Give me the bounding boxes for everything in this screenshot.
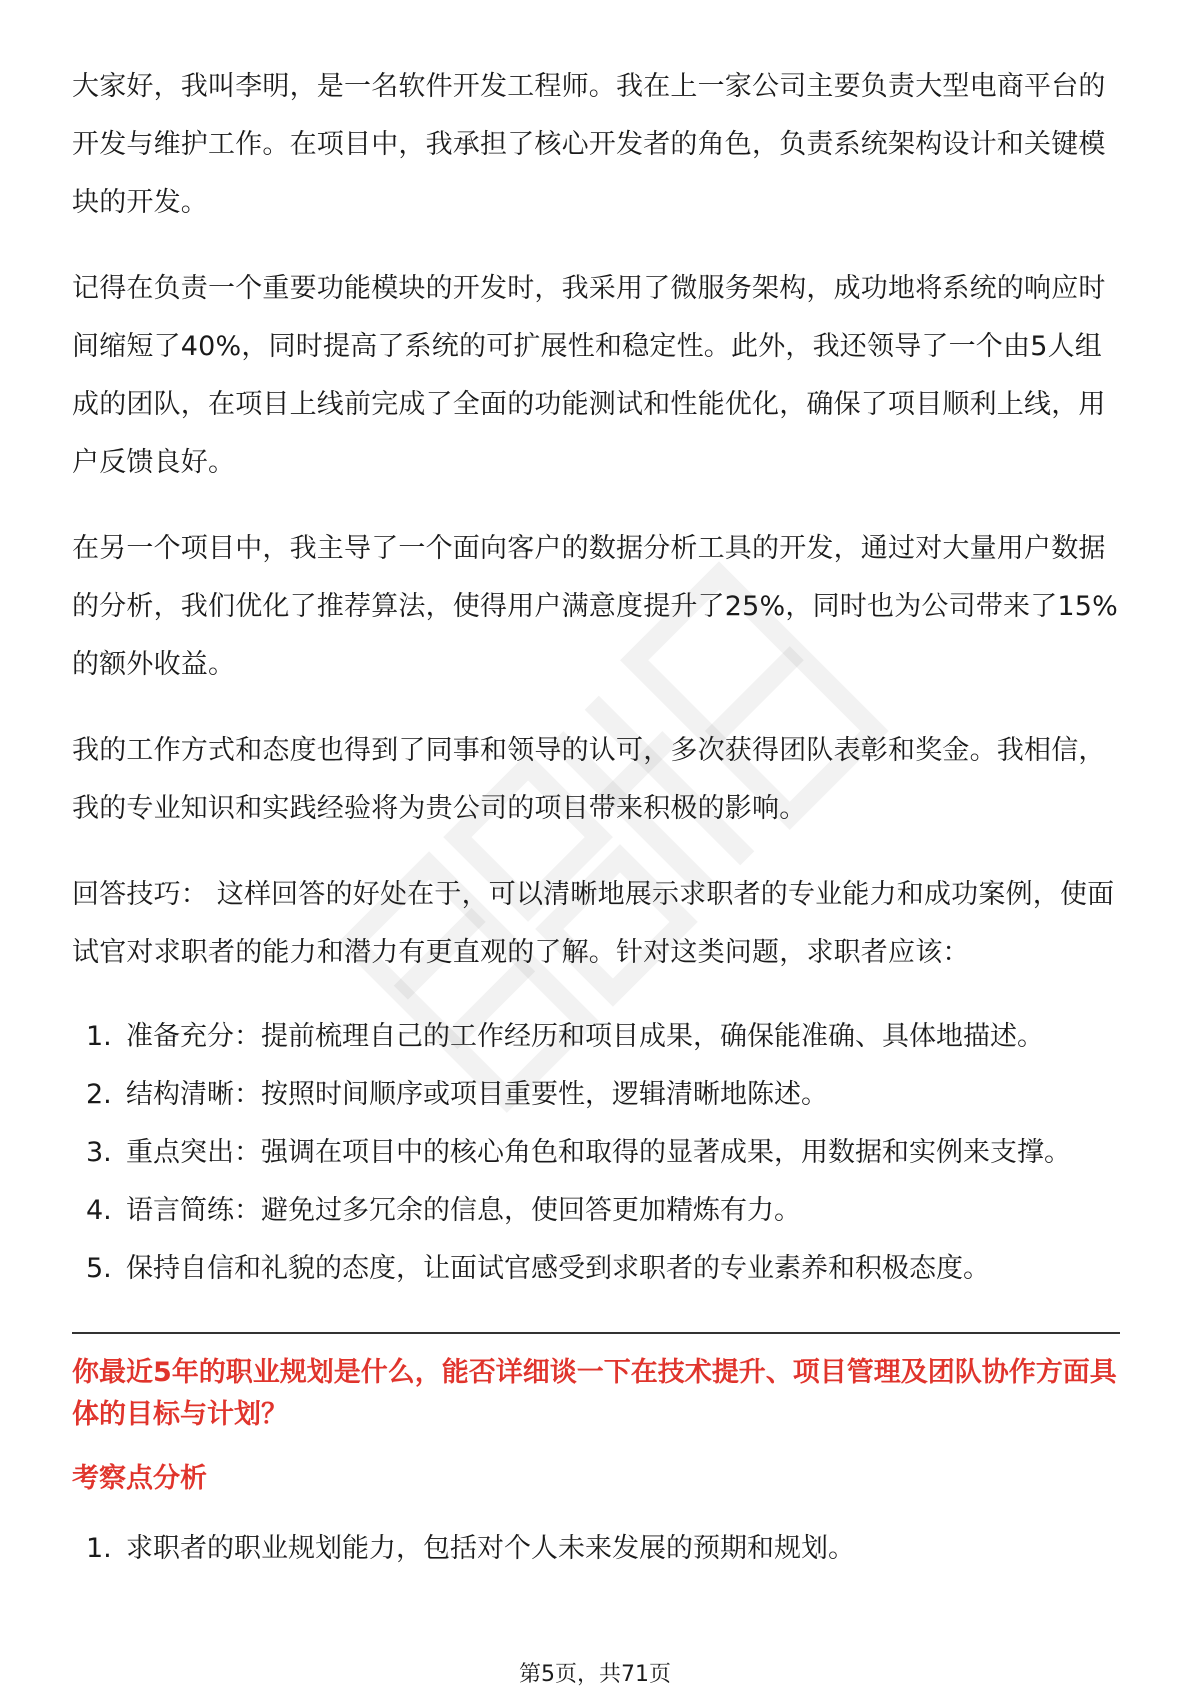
section-divider xyxy=(72,1332,1120,1334)
list-item-number: 5. xyxy=(86,1253,112,1284)
page-content xyxy=(72,58,1120,1578)
list-item xyxy=(72,1520,1120,1578)
answer-paragraph-1: 大家好，我叫李明，是一名软件开发工程师。我在上一家公司主要负责大型电商平台的开发与维护工作。在项目中，我承担了核心开发者的角色，负责系统架构设计和关键模块的开发。 xyxy=(72,71,1106,218)
list-item-text: 结构清晰：按照时间顺序或项目重要性，逻辑清晰地陈述。 xyxy=(126,1079,828,1110)
answer-paragraph-4: 我的工作方式和态度也得到了同事和领导的认可，多次获得团队表彰和奖金。我相信，我的专业知识和实践经验将为贵公司的项目带来积极的影响。 xyxy=(72,735,1106,824)
list-item xyxy=(72,1182,1120,1240)
list-item xyxy=(72,1124,1120,1182)
answer-tips-list xyxy=(72,1008,1120,1298)
list-item xyxy=(72,1240,1120,1298)
list-item xyxy=(72,1066,1120,1124)
list-item-number: 1. xyxy=(86,1021,112,1052)
list-item-number: 2. xyxy=(86,1079,112,1110)
analysis-heading: 考察点分析 xyxy=(72,1463,207,1494)
list-item-number: 3. xyxy=(86,1137,112,1168)
list-item-text: 保持自信和礼貌的态度，让面试官感受到求职者的专业素养和积极态度。 xyxy=(126,1253,990,1284)
list-item xyxy=(72,1008,1120,1066)
answer-tips-intro: 回答技巧： 这样回答的好处在于，可以清晰地展示求职者的专业能力和成功案例，使面试官对求职者的能力和潜力有更直观的了解。针对这类问题，求职者应该： xyxy=(72,879,1115,968)
list-item-text: 求职者的职业规划能力，包括对个人未来发展的预期和规划。 xyxy=(126,1533,855,1564)
list-item-number: 4. xyxy=(86,1195,112,1226)
list-item-text: 准备充分：提前梳理自己的工作经历和项目成果，确保能准确、具体地描述。 xyxy=(126,1021,1044,1052)
analysis-list xyxy=(72,1520,1120,1578)
answer-paragraph-3: 在另一个项目中，我主导了一个面向客户的数据分析工具的开发，通过对大量用户数据的分析，我们优化了推荐算法，使得用户满意度提升了25%，同时也为公司带来了15%的额外收益。 xyxy=(72,533,1119,680)
list-item-text: 重点突出：强调在项目中的核心角色和取得的显著成果，用数据和实例来支撑。 xyxy=(126,1137,1071,1168)
page-number-footer: 第5页，共71页 xyxy=(519,1662,671,1687)
answer-paragraph-2: 记得在负责一个重要功能模块的开发时，我采用了微服务架构，成功地将系统的响应时间缩短了40%，同时提高了系统的可扩展性和稳定性。此外，我还领导了一个由5人组成的团队，在项目上线前完成了全面的功能测试和性能优化，确保了项目顺利上线，用户反馈良好。 xyxy=(72,273,1106,478)
list-item-number: 1. xyxy=(86,1533,112,1564)
list-item-text: 语言简练：避免过多冗余的信息，使回答更加精炼有力。 xyxy=(126,1195,801,1226)
question-heading: 你最近5年的职业规划是什么，能否详细谈一下在技术提升、项目管理及团队协作方面具体的目标与计划？ xyxy=(72,1357,1117,1430)
